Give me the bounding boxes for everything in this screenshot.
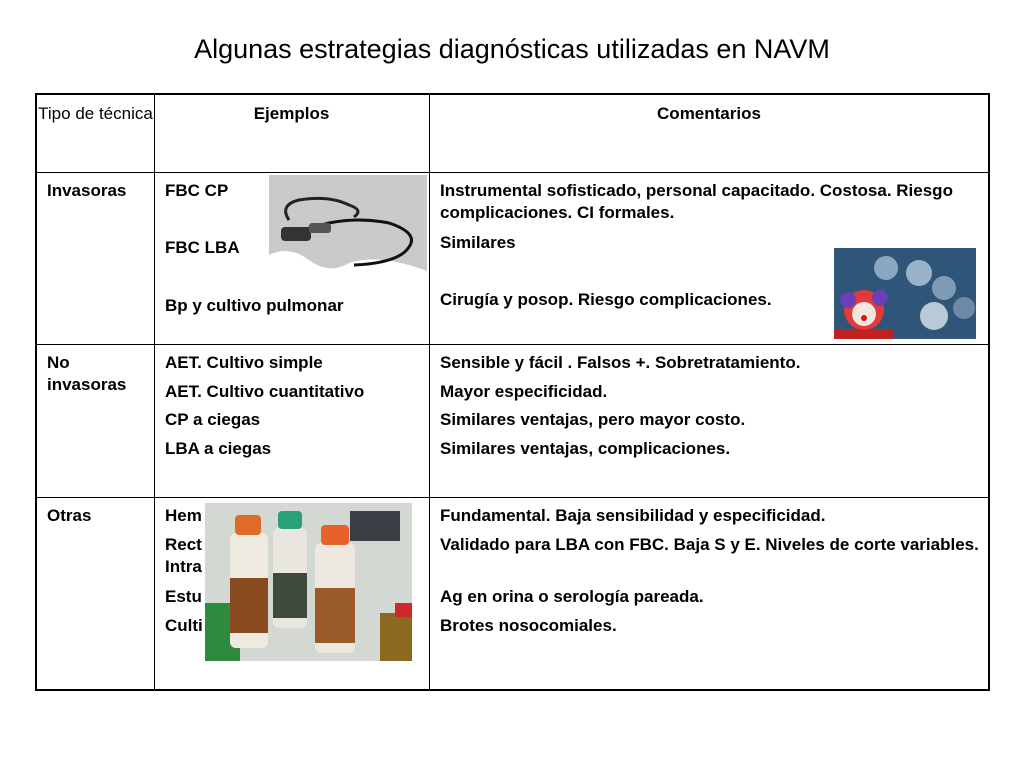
comentario-item: Cirugía y posop. Riesgo complicaciones. bbox=[440, 290, 772, 309]
ejemplo-item: Estu bbox=[165, 587, 202, 606]
slide-title: Algunas estrategias diagnósticas utilizadas en NAVM bbox=[194, 34, 830, 64]
lab-vials-image bbox=[205, 503, 412, 661]
strategies-table bbox=[35, 93, 990, 691]
header-tipo: Tipo de técnica bbox=[38, 104, 153, 123]
ejemplo-item: Hem bbox=[165, 506, 202, 525]
ejemplo-item: Intra bbox=[165, 557, 202, 576]
ejemplo-item: AET. Cultivo simple bbox=[165, 353, 323, 372]
row-tipo-otras: Otras bbox=[47, 506, 92, 525]
row-divider bbox=[37, 497, 988, 498]
ejemplo-item: Rect bbox=[165, 535, 202, 554]
column-divider bbox=[429, 95, 430, 689]
comentario-item: Similares bbox=[440, 233, 516, 252]
header-ejemplos: Ejemplos bbox=[253, 104, 330, 123]
bronchoscope-image bbox=[269, 175, 427, 279]
comentario-item: Brotes nosocomiales. bbox=[440, 616, 617, 635]
ejemplo-item: LBA a ciegas bbox=[165, 439, 272, 458]
ejemplo-item: Culti bbox=[165, 616, 203, 635]
column-divider bbox=[154, 95, 155, 689]
comentario-item: Instrumental sofisticado, personal capacitado. Costosa. Riesgo complicaciones. CI formales. bbox=[440, 181, 953, 222]
ejemplo-item: AET. Cultivo cuantitativo bbox=[165, 382, 365, 401]
ejemplo-item: FBC CP bbox=[165, 181, 229, 200]
comentario-item: Fundamental. Baja sensibilidad y especificidad. bbox=[440, 506, 826, 525]
row-divider bbox=[37, 172, 988, 173]
row-tipo-invasoras: Invasoras bbox=[47, 181, 127, 200]
row-divider bbox=[37, 344, 988, 345]
comentario-item: Ag en orina o serología pareada. bbox=[440, 587, 704, 606]
comentario-item: Mayor especificidad. bbox=[440, 382, 608, 401]
comentario-item: Sensible y fácil . Falsos +. Sobretratamiento. bbox=[440, 353, 801, 372]
row-tipo-no-invasoras: No invasoras bbox=[47, 353, 127, 394]
header-comentarios: Comentarios bbox=[657, 104, 761, 123]
comentario-item: Similares ventajas, complicaciones. bbox=[440, 439, 731, 458]
ejemplo-item: Bp y cultivo pulmonar bbox=[165, 296, 344, 315]
ejemplo-item: CP a ciegas bbox=[165, 410, 261, 429]
ejemplo-item: FBC LBA bbox=[165, 238, 240, 257]
comentario-item: Validado para LBA con FBC. Baja S y E. Niveles de corte variables. bbox=[440, 535, 979, 554]
comentario-item: Similares ventajas, pero mayor costo. bbox=[440, 410, 746, 429]
surgeons-image bbox=[834, 248, 976, 339]
